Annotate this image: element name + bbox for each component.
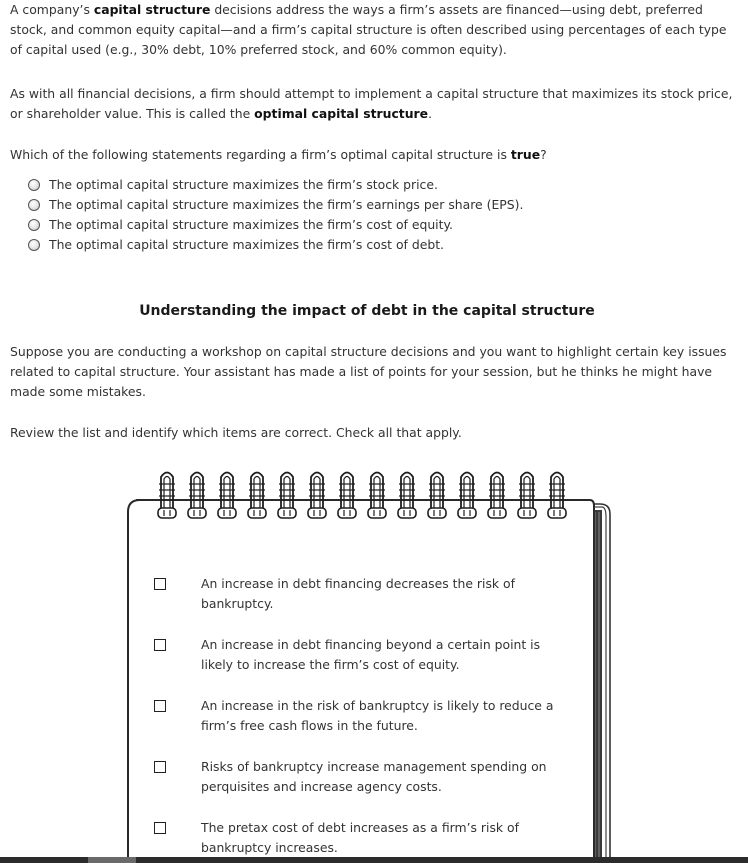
- question-text-b: ?: [540, 147, 547, 162]
- intro-paragraph-capital-structure: [10, 0, 738, 60]
- checkbox-pretax-cost-of-debt[interactable]: [154, 822, 166, 834]
- binding-ring: [188, 473, 206, 519]
- binding-ring: [338, 473, 356, 519]
- instruction-paragraph: Review the list and identify which items are correct. Check all that apply.: [10, 425, 462, 440]
- term-capital-structure: capital structure: [93, 2, 211, 17]
- binding-ring: [248, 473, 266, 519]
- binding-ring: [458, 473, 476, 519]
- binding-ring: [398, 473, 416, 519]
- radio-option-cost-of-debt[interactable]: [28, 235, 444, 255]
- intro-paragraph-optimal: [10, 84, 738, 124]
- notebook-front-page: [128, 500, 594, 863]
- radio-option-label: The optimal capital structure maximizes the firm’s cost of equity.: [49, 217, 453, 232]
- radio-option-eps[interactable]: [28, 195, 523, 215]
- radio-button[interactable]: [28, 179, 40, 191]
- item-label-5: The pretax cost of debt increases as a firm’s risk of bankruptcy increases.: [201, 820, 519, 855]
- binding-ring: [218, 473, 236, 519]
- radio-option-label: The optimal capital structure maximizes the firm’s stock price.: [49, 177, 438, 192]
- item-label-1: An increase in debt financing decreases the risk of bankruptcy.: [201, 576, 515, 611]
- intro-p1-text-b: decisions address the ways a firm’s assets are financed—using debt, preferred stock, and common equity capital—and a firm’s capital structure is often described using percentages of each type of capital used (e.g., 30% debt, 10% preferred stock, and 60% common equity).: [10, 2, 727, 57]
- item-label-3: An increase in the risk of bankruptcy is likely to reduce a firm’s free cash flows in the future.: [201, 698, 554, 733]
- radio-button[interactable]: [28, 199, 40, 211]
- question-prompt: [10, 145, 738, 165]
- binding-ring: [428, 473, 446, 519]
- radio-option-label: The optimal capital structure maximizes the firm’s cost of debt.: [49, 237, 444, 252]
- checkbox-bankruptcy-risk-reduces-fcf[interactable]: [154, 700, 166, 712]
- radio-option-cost-of-equity[interactable]: [28, 215, 453, 235]
- intro-p2-text-b: .: [428, 106, 433, 121]
- section-heading: Understanding the impact of debt in the capital structure: [139, 303, 595, 319]
- term-optimal-capital-structure: optimal capital structure: [254, 106, 429, 121]
- item-label-4: Risks of bankruptcy increase management spending on perquisites and increase agency costs.: [201, 759, 547, 794]
- binding-ring: [548, 473, 566, 519]
- binding-ring: [488, 473, 506, 519]
- intro-p1-text-a: A company’s: [10, 2, 94, 17]
- checkbox-debt-increases-cost-of-equity[interactable]: [154, 639, 166, 651]
- intro-p2-text-a: As with all financial decisions, a firm should attempt to implement a capital structure that maximizes its stock price, or shareholder value. This is called the: [10, 86, 733, 121]
- checkbox-debt-decreases-bankruptcy-risk[interactable]: [154, 578, 166, 590]
- radio-option-stock-price[interactable]: [28, 175, 438, 195]
- binding-ring: [368, 473, 386, 519]
- radio-button[interactable]: [28, 219, 40, 231]
- checkbox-bankruptcy-risk-agency-costs[interactable]: [154, 761, 166, 773]
- binding-ring: [308, 473, 326, 519]
- item-label-2: An increase in debt financing beyond a certain point is likely to increase the firm’s cost of equity.: [201, 637, 541, 672]
- binding-ring: [278, 473, 296, 519]
- question-text-a: Which of the following statements regarding a firm’s optimal capital structure is: [10, 147, 511, 162]
- bottom-scroll-thumb[interactable]: [88, 857, 136, 863]
- radio-option-label: The optimal capital structure maximizes the firm’s earnings per share (EPS).: [49, 197, 524, 212]
- radio-button[interactable]: [28, 239, 40, 251]
- question-emphasis-true: true: [510, 147, 541, 162]
- workshop-paragraph: Suppose you are conducting a workshop on capital structure decisions and you want to highlight certain key issues related to capital structure. Your assistant has made a list of points for your session, but he thinks he might have made some mistakes.: [10, 344, 727, 399]
- binding-ring: [158, 473, 176, 519]
- binding-ring: [518, 473, 536, 519]
